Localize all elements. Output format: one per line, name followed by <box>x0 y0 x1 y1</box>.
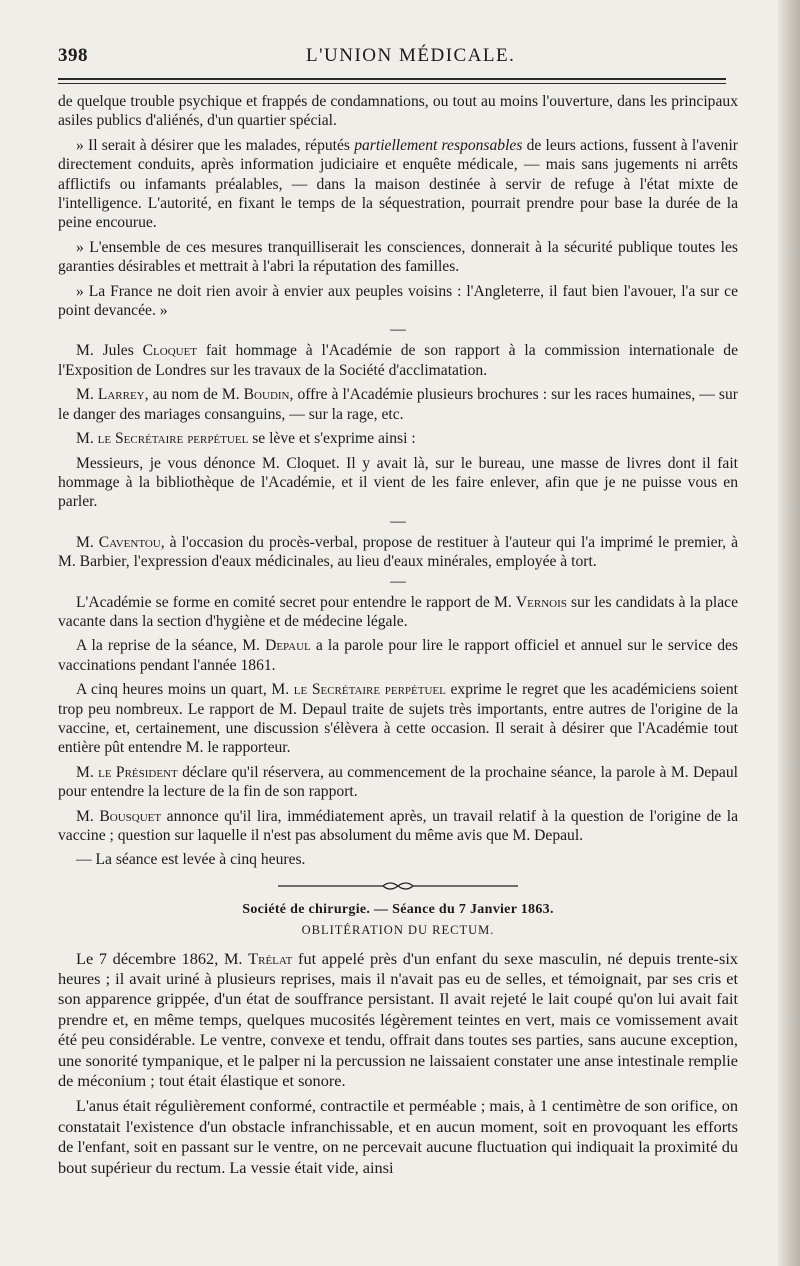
ornamental-divider <box>278 880 518 892</box>
page-header <box>58 45 728 75</box>
paragraph: A cinq heures moins un quart, M. le Secrétaire perpétuel exprime le regret que les académiciens soient trop peu nombreux. Le rapport de M. Depaul traite de sujets très importants, entre autres de l'origine de la vaccine, et, certainement, une discussion s'élèvera à cette occasion. Il serait à désirer que l'Académie tout entière pût entendre M. le rapporteur. <box>58 681 738 757</box>
paragraph: M. Larrey, au nom de M. Boudin, offre à l'Académie plusieurs brochures : sur les races humaines, — sur le danger des mariages consanguins, — sur la rage, etc. <box>58 386 738 423</box>
paragraph: de quelque trouble psychique et frappés de condamnations, ou tout au moins l'ouverture, dans les principaux asiles publics d'aliénés, d'un quartier spécial. <box>58 93 738 130</box>
section-title: Société de chirurgie. — Séance du 7 Janvier 1863. <box>242 901 554 917</box>
separator-dash: — <box>390 321 406 339</box>
paragraph: » L'ensemble de ces mesures tranquilliserait les consciences, donnerait à la sécurité publique toutes les garanties désirables et mettrait à l'abri la réputation des familles. <box>58 238 738 276</box>
paragraph: M. le Secrétaire perpétuel se lève et s'exprime ainsi : <box>76 430 416 448</box>
page-number: 398 <box>58 45 88 66</box>
page-edge-shadow <box>778 0 800 1266</box>
header-rule-thin <box>58 83 726 84</box>
paragraph: » La France ne doit rien avoir à envier aux peuples voisins : l'Angleterre, il faut bien l'avouer, l'a sur ce point devancée. » <box>58 282 738 320</box>
paragraph: A la reprise de la séance, M. Depaul a la parole pour lire le rapport officiel et annuel sur le service des vaccinations pendant l'année 1861. <box>58 637 738 674</box>
section-subtitle: OBLITÉRATION DU RECTUM. <box>301 923 495 938</box>
paragraph: Le 7 décembre 1862, M. Trélat fut appelé près d'un enfant du sexe masculin, né depuis trente-six heures ; il avait uriné à plusieurs reprises, mais il n'avait pas eu de selles, et témoignait, par ses cris et son apparence grippée, d'un état de souffrance persistant. Il avait rejeté le lait coupé qu'on lui avait fait prendre et, en même temps, quelques mucosités légèrement teintes en vert, mais ce vomissement avait été peu considérable. Le ventre, convexe et tendu, offrait dans toutes ses parties, sans aucune exception, une sonorité tympanique, et le palper ni la percussion ne laissaient constater une anse intestinale remplie de méconium ; tout était élastique et sonore. <box>58 948 738 1091</box>
paragraph: — La séance est levée à cinq heures. <box>76 851 306 869</box>
paragraph: L'Académie se forme en comité secret pour entendre le rapport de M. Vernois sur les candidats à la place vacante dans la section d'hygiène et de médecine légale. <box>58 593 738 630</box>
header-rule <box>58 78 726 80</box>
separator-dash: — <box>390 572 406 590</box>
article-body <box>58 92 738 1183</box>
separator-dash: — <box>390 512 406 530</box>
paragraph: M. le Président déclare qu'il réservera, au commencement de la prochaine séance, la parole à M. Depaul pour entendre la lecture de la fin de son rapport. <box>58 763 738 801</box>
paragraph: M. Caventou, à l'occasion du procès-verbal, propose de restituer à l'auteur qui l'a imprimé le premier, à M. Barbier, l'expression d'eaux médicinales, au lieu d'eaux minérales, employée à tort. <box>58 533 738 571</box>
paragraph: Messieurs, je vous dénonce M. Cloquet. Il y avait là, sur le bureau, une masse de livres dont il fait hommage à la bibliothèque de l'Académie, et il vient de les faire enlever, afin que je ne puisse vous en parler. <box>58 454 738 511</box>
paragraph: M. Jules Cloquet fait hommage à l'Académie de son rapport à la commission internationale de l'Exposition de Londres sur les travaux de la Société d'acclimatation. <box>58 342 738 379</box>
running-title: L'UNION MÉDICALE. <box>306 45 516 66</box>
paragraph: » Il serait à désirer que les malades, réputés partiellement responsables de leurs actions, fussent à l'avenir directement conduits, après information judiciaire et enquête médicale, — mais sans jugements ni arrêts afflictifs ou infamants préalables, — dans la maison destinée à servir de refuge à l'état mixte de l'intelligence. L'autorité, en fixant le temps de la séquestration, pourrait prendre pour base la durée de la peine encourue. <box>58 136 738 232</box>
paragraph: L'anus était régulièrement conformé, contractile et perméable ; mais, à 1 centimètre de son orifice, on constatait l'existence d'un obstacle infranchissable, et en aucun moment, soit en provoquant les efforts de l'enfant, soit en passant sur le ventre, on ne percevait aucune fluctuation qui indiquait la proximité du bout supérieur du rectum. La vessie était vide, ainsi <box>58 1096 738 1177</box>
paragraph: M. Bousquet annonce qu'il lira, immédiatement après, un travail relatif à la question de l'origine de la vaccine ; question sur laquelle il n'est pas absolument du même avis que M. Depaul. <box>58 807 738 844</box>
